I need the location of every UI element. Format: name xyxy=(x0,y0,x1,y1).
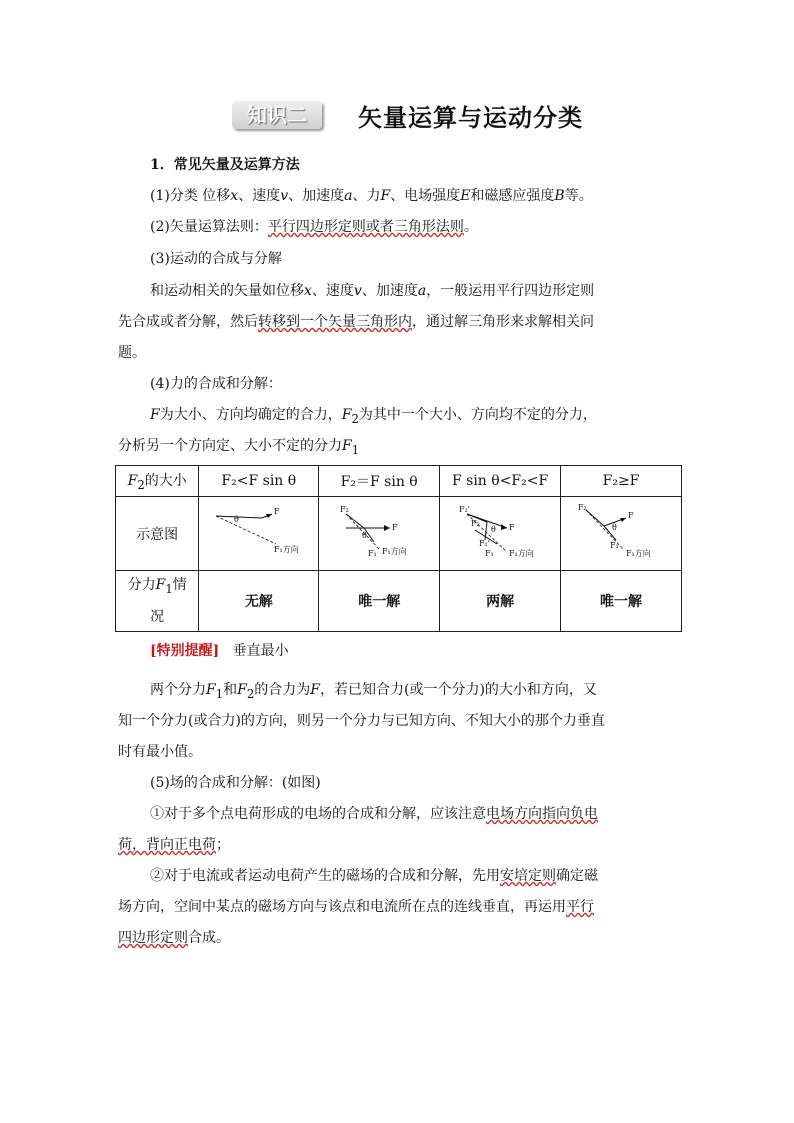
paragraph-vector-rules: (2)矢量运算法则：平行四边形定则或者三角形法则。 xyxy=(150,219,478,235)
row-label: 示意图 xyxy=(116,497,199,571)
tip-tag: [特别提醒] xyxy=(150,643,220,659)
result-cell: 两解 xyxy=(440,571,561,632)
row-label: 分力$F_1$情 况 xyxy=(116,571,199,632)
paragraph-force-heading: (4)力的合成和分解： xyxy=(150,376,282,392)
special-tip: [特别提醒] 垂直最小 xyxy=(150,643,289,659)
diagram-label: F₂ xyxy=(340,504,349,514)
paragraph-min-line2: 知一个分力(或合力)的方向，则另一个分力与已知方向、不知大小的那个力垂直 xyxy=(118,713,605,729)
diagram-cell xyxy=(561,497,682,571)
diagram-cell xyxy=(440,497,561,571)
paragraph-force-line2: 分析另一个方向定、大小不定的分力$F_1$ xyxy=(118,438,360,457)
diagram-label: F₁' xyxy=(479,538,491,548)
diagram-label: F₁方向 xyxy=(382,546,407,556)
paragraph-electric-line1: ①对于多个点电荷形成的电场的合成和分解，应该注意电场方向指向负电 xyxy=(150,806,598,822)
diagram-no-solution xyxy=(204,500,314,564)
subsection-heading: 1．常见矢量及运算方法 xyxy=(150,157,300,173)
paragraph-motion-line2: 先合成或者分解，然后转移到一个矢量三角形内，通过解三角形来求解相关问 xyxy=(118,314,594,330)
diagram-label: F₂ xyxy=(578,502,587,512)
diagram-label: F₁方向 xyxy=(273,544,299,554)
diagram-label: F xyxy=(392,522,398,532)
svg-text:θ: θ xyxy=(362,530,368,540)
result-cell: 无解 xyxy=(199,571,319,632)
diagram-two-solutions xyxy=(445,500,555,564)
header-cell: F sin θ<F₂<F xyxy=(440,466,561,497)
paragraph-field-heading: (5)场的合成和分解：(如图) xyxy=(150,775,321,791)
diagram-one-solution-large xyxy=(566,500,676,564)
diagram-label: F xyxy=(628,510,634,520)
table-row xyxy=(116,571,682,632)
paragraph-min-line3: 时有最小值。 xyxy=(118,744,202,760)
svg-text:θ: θ xyxy=(612,522,617,532)
header-cell: $F_2$的大小 xyxy=(116,466,199,497)
svg-text:θ: θ xyxy=(491,524,496,534)
header-cell: F₂＝F sin θ xyxy=(319,466,440,497)
diagram-label: F₂ xyxy=(471,518,480,528)
paragraph-min-line1: 两个分力$F_1$和$F_2$的合力为F，若已知合力(或一个分力)的大小和方向，又 xyxy=(150,682,597,701)
diagram-label: F xyxy=(509,522,515,532)
paragraph-magnetic-line1: ②对于电流或者运动电荷产生的磁场的合成和分解，先用安培定则确定磁 xyxy=(150,868,598,884)
paragraph-motion-line3: 题。 xyxy=(118,345,146,361)
header-cell: F₂<F sin θ xyxy=(199,466,319,497)
diagram-label: F₁ xyxy=(485,548,494,558)
table-row xyxy=(116,497,682,571)
diagram-label: F₁方向 xyxy=(509,548,534,558)
diagram-label: F₁ xyxy=(610,540,619,550)
diagram-label: F₁ xyxy=(368,548,377,558)
force-decomposition-table xyxy=(115,465,682,632)
header-cell: F₂≥F xyxy=(561,466,682,497)
result-cell: 唯一解 xyxy=(561,571,682,632)
diagram-cell xyxy=(319,497,440,571)
diagram-cell xyxy=(199,497,319,571)
diagram-label: F₂' xyxy=(459,504,471,514)
paragraph-force-line1: F为大小、方向均确定的合力，$F_2$为其中一个大小、方向均不定的分力， xyxy=(150,407,597,426)
table-header-row xyxy=(116,466,682,497)
section-title: 矢量运算与运动分类 xyxy=(358,104,583,132)
section-badge: 知识二 xyxy=(232,101,322,129)
paragraph-magnetic-line2: 场方向，空间中某点的磁场方向与该点和电流所在点的连线垂直，再运用平行 xyxy=(118,899,594,915)
diagram-label: F₁方向 xyxy=(626,548,651,558)
paragraph-motion-heading: (3)运动的合成与分解 xyxy=(150,251,282,267)
result-cell: 唯一解 xyxy=(319,571,440,632)
svg-text:θ: θ xyxy=(233,514,239,524)
diagram-label: F xyxy=(273,506,280,516)
diagram-one-solution-perpendicular xyxy=(324,500,434,564)
paragraph-magnetic-line3: 四边形定则合成。 xyxy=(118,930,230,946)
paragraph-classification: (1)分类 位移x、速度v、加速度a、力F、电场强度E和磁感应强度B等。 xyxy=(150,188,593,204)
paragraph-electric-line2: 荷，背向正电荷； xyxy=(118,837,230,853)
paragraph-motion-line1: 和运动相关的矢量如位移x、速度v、加速度a，一般运用平行四边形定则 xyxy=(150,283,595,299)
